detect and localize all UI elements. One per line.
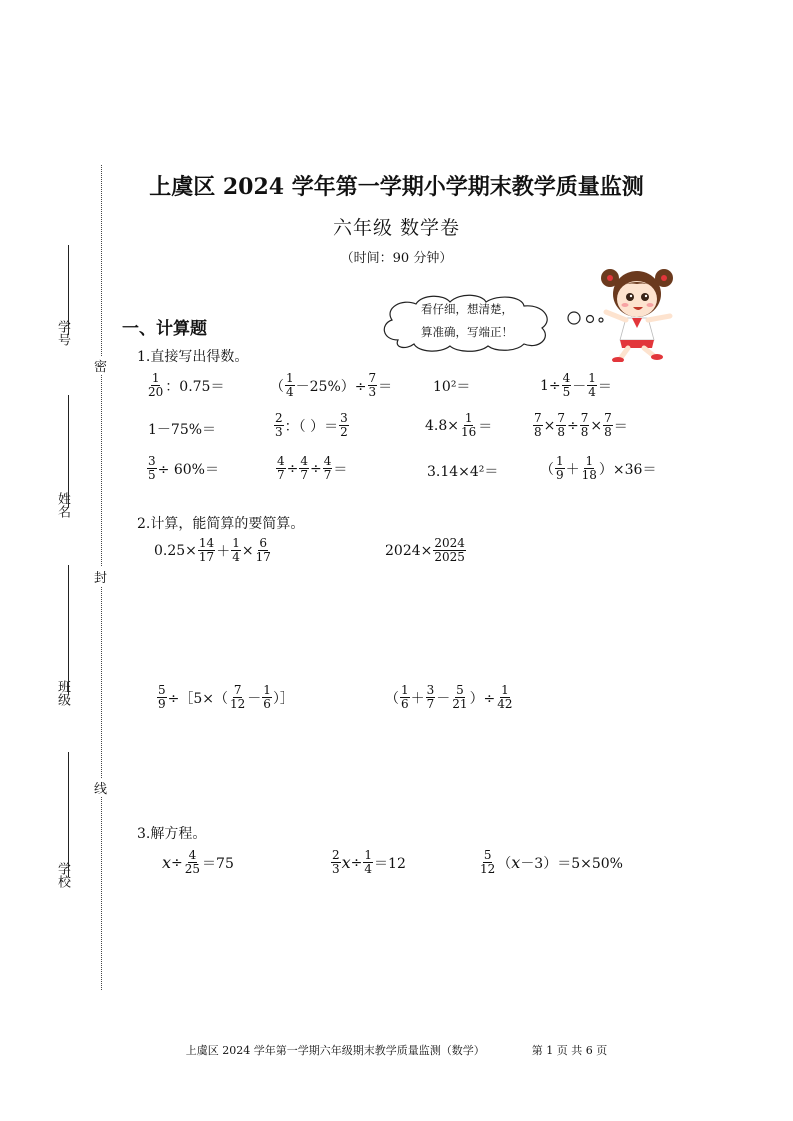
bubble-line-2: 算准确，写端正！	[421, 325, 513, 339]
q3-equation-1: x ÷ $\frac{4}{25}$ ＝75	[162, 848, 234, 876]
question-3-label: 3.解方程。	[137, 826, 207, 842]
exam-subtitle: 六年级 数学卷	[332, 217, 461, 239]
q1-item-c2: $\frac{4}{7}$ ÷ $\frac{4}{7}$ ÷ $\frac{4}{7}$ ＝	[277, 454, 348, 482]
q2-expression-3: $\frac{5}{9}$ ÷［5×（ 7 12 － 1 6 ）］	[158, 683, 294, 711]
q1-item-a4: 1÷ $\frac{4}{5}$ － 1 4 ＝	[540, 371, 612, 399]
q1-item-b1: 1－75%＝	[148, 422, 217, 438]
section-title-calculation: 一、计算题	[122, 319, 207, 339]
q2-expression-2: 2024× $\frac{2024}{2025}$	[385, 536, 465, 564]
q1-item-b2: 2 3 ：（ ）＝ 3 2	[275, 411, 348, 439]
q2-expression-4: （ 1 6 ＋ 3 7 － 5 21 ）÷ $\frac{1}{42}$	[385, 683, 513, 711]
q3-equation-3: 5 12 （ x －3）＝5×50%	[480, 848, 623, 876]
field-name[interactable]	[68, 395, 69, 507]
girl-mascot-icon	[598, 262, 678, 362]
q1-item-a1: 1 20 ：0.75＝	[148, 371, 225, 399]
field-school[interactable]	[68, 752, 69, 877]
bubble-line-1: 看仔细，想清楚，	[421, 302, 513, 316]
question-1-label: 1.直接写出得数。	[137, 349, 249, 365]
field-class[interactable]	[68, 565, 69, 695]
q1-item-c4: （ 1 9 ＋ 1 18 ）×36＝	[540, 454, 657, 482]
label-class: 班级	[55, 680, 70, 706]
bubble-text	[378, 298, 556, 344]
q1-item-a2: （ 1 4 －25%）÷ $\frac{7}{3}$ ＝	[270, 371, 393, 399]
seal-char-feng: 封	[94, 567, 107, 586]
question-2-label: 2.计算，能简算的要简算。	[137, 516, 305, 532]
seal-char-xian: 线	[94, 778, 107, 797]
footer-page-number: 第 1 页 共 6 页	[531, 1044, 608, 1057]
q1-item-b4: $\frac{7}{8}$ × $\frac{7}{8}$ ÷ $\frac{7}{8}$ × $\frac{7}{8}$ ＝	[534, 411, 628, 439]
page-footer	[0, 1042, 793, 1058]
q1-item-c3: 3.14×4²＝	[427, 464, 499, 480]
q1-item-b3: 4.8× $\frac{1}{16}$ ＝	[425, 411, 493, 439]
label-school: 学校	[55, 862, 70, 888]
exam-time: （时间：90 分钟）	[340, 251, 453, 266]
q1-item-a3: 10²＝	[433, 379, 471, 395]
q3-equation-2: 2 3 x ÷ $\frac{1}{4}$ ＝12	[332, 848, 406, 876]
seal-char-mi: 密	[94, 356, 107, 375]
label-student-number: 学号	[55, 320, 70, 346]
q1-item-c1: $\frac{3}{5}$ ÷ 60%＝	[148, 454, 219, 482]
exam-title: 上虞区 2024 学年第一学期小学期末教学质量监测	[149, 174, 644, 200]
field-student-number[interactable]	[68, 245, 69, 335]
footer-title: 上虞区 2024 学年第一学期六年级期末教学质量监测（数学）	[185, 1044, 485, 1057]
label-name: 姓名	[55, 492, 70, 518]
q2-expression-1: 0.25× $\frac{14}{17}$ ＋ $\frac{1}{4}$ × $\frac{6}{17}$	[154, 536, 271, 564]
